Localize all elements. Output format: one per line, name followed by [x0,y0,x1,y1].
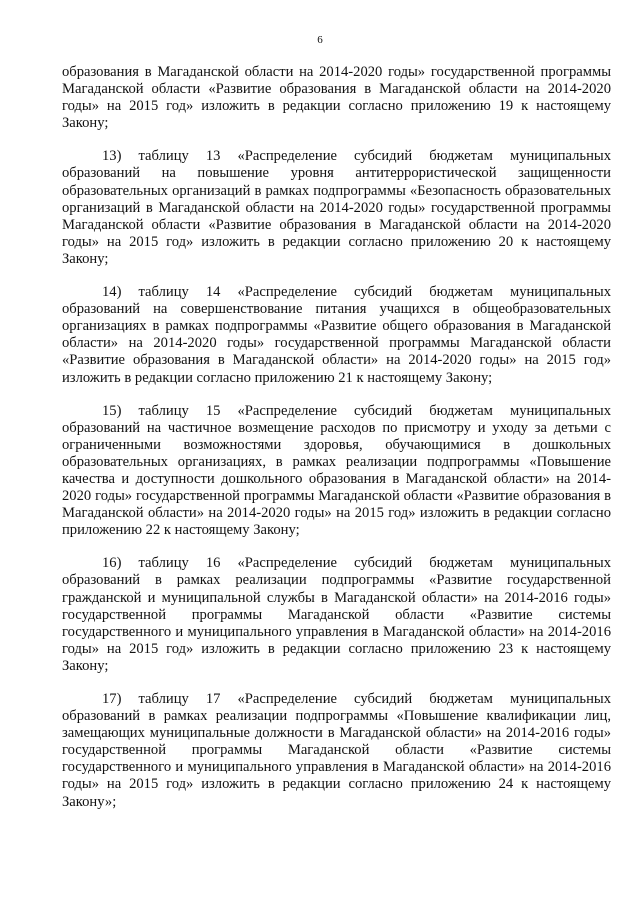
paragraph-item-16: 16) таблицу 16 «Распределение субсидий бюджетам муниципальных образований в рамках реализации подпрограммы «Развитие государственной гражданской и муниципальной службы в Магаданской области» на 2014-2016 годы» государственной программы Магаданской области «Развитие системы государственного и муниципального управления в Магаданской области» на 2014-2016 годы» на 2015 год» изложить в редакции согласно приложению 23 к настоящему Закону; [62,555,611,674]
paragraph-item-13: 13) таблицу 13 «Распределение субсидий бюджетам муниципальных образований на повышение уровня антитеррористической защищенности образовательных организаций в рамках подпрограммы «Безопасность образовательных организаций в Магаданской области на 2014-2020 годы» государственной программы Магаданской области «Развитие образования в Магаданской области на 2014-2020 годы» на 2015 год» изложить в редакции согласно приложению 20 к настоящему Закону; [62,148,611,267]
document-body [62,64,611,811]
paragraph-item-15: 15) таблицу 15 «Распределение субсидий бюджетам муниципальных образований на частичное возмещение расходов по присмотру и уходу за детьми с ограниченными возможностями здоровья, обучающимися в дошкольных образовательных организациях, в рамках реализации подпрограммы «Повышение качества и доступности дошкольного образования в Магаданской области» на 2014-2020 годы» государственной программы Магаданской области «Развитие образования в Магаданской области» на 2014-2020 годы» на 2015 год» изложить в редакции согласно приложению 22 к настоящему Закону; [62,402,611,539]
page-number: 6 [317,34,323,46]
paragraph-continuation: образования в Магаданской области на 2014-2020 годы» государственной программы Магаданской области «Развитие образования в Магаданской области на 2014-2020 годы» на 2015 год» изложить в редакции согласно приложению 19 к настоящему Закону; [62,64,611,132]
paragraph-item-17: 17) таблицу 17 «Распределение субсидий бюджетам муниципальных образований в рамках реализации подпрограммы «Повышение квалификации лиц, замещающих муниципальные должности в Магаданской области» на 2014-2016 годы» государственной программы Магаданской области «Развитие системы государственного и муниципального управления в Магаданской области» на 2014-2016 годы» на 2015 год» изложить в редакции согласно приложению 24 к настоящему Закону»; [62,691,611,810]
paragraph-item-14: 14) таблицу 14 «Распределение субсидий бюджетам муниципальных образований на совершенствование питания учащихся в общеобразовательных организациях в рамках подпрограммы «Развитие общего образования в Магаданской области» на 2014-2020 годы» государственной программы Магаданской области «Развитие образования в Магаданской области» на 2014-2020 годы» на 2015 год» изложить в редакции согласно приложению 21 к настоящему Закону; [62,284,611,386]
